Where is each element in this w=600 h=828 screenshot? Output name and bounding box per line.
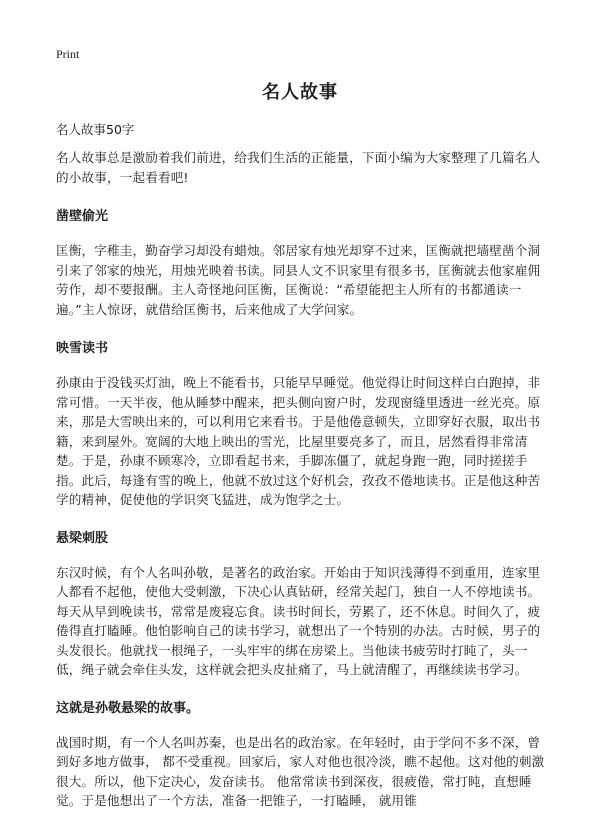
section-paragraph: 匡衡，字稚圭，勤奋学习却没有蜡烛。邻居家有烛光却穿不过来，匡衡就把墙壁凿个洞引来了邻家的烛光，用烛光映着书读。同县人文不识家里有很多书，匡衡就去他家雇佣劳作，却不要报酬。主人奇怪地问匡衡，匡衡说：“希望能把主人所有的书都通读一遍。”主人惊讶，就借给匡衡书，后来他成了大学问家。 bbox=[56, 243, 541, 317]
intro-paragraph: 名人故事总是激励着我们前进，给我们生活的正能量，下面小编为大家整理了几篇名人的小故事，一起看看吧! bbox=[56, 150, 541, 185]
section-paragraph: 孙康由于没钱买灯油，晚上不能看书，只能早早睡觉。他觉得让时间这样白白跑掉，非常可惜。一天半夜，他从睡梦中醒来，把头侧向窗户时，发现窗缝里透进一丝光亮。原来，那是大雪映出来的，可以利用它来看书。于是他倦意顿失，立即穿好衣服，取出书籍，来到屋外。宽阔的大地上映出的雪光，比屋里要亮多了，而且，居然看得非常清楚。于是，孙康不顾寒冷，立即看起书来，手脚冻僵了，就起身跑一跑，同时搓搓手指。此后，每逢有雪的晚上，他就不放过这个好机会，孜孜不倦地读书。正是他这种苦学的精神，促使他的学识突飞猛进，成为饱学之士。 bbox=[56, 375, 541, 507]
section-paragraph: 战国时期，有一个人名叫苏秦，也是出名的政治家。在年轻时，由于学问不多不深，曾到好多地方做事， 都不受重视。回家后，家人对他也很冷淡，瞧不起他。这对他的刺激很大。所以，他下定决心，发奋读书。 他常常读书到深夜，很疲倦，常打盹，直想睡觉。于是他想出了一个方法，准备一把锥子，一打瞌睡， 就用锥 bbox=[56, 734, 545, 808]
section-heading: 映雪读书 bbox=[56, 341, 109, 356]
article-body bbox=[56, 148, 550, 811]
section-heading: 悬梁刺股 bbox=[56, 530, 109, 546]
section-heading: 凿壁偷光 bbox=[56, 209, 109, 224]
section-paragraph: 东汉时候，有个人名叫孙敬，是著名的政治家。开始由于知识浅薄得不到重用，连家里人都看不起他，使他大受刺激，下决心认真钻研，经常关起门，独自一人不停地读书。 每天从早到晚读书，常常是废寝忘食。读书时间长，劳累了，还不休息。时间久了，疲倦得直打瞌睡。他怕影响自己的读书学习，就想出了一个特别的办法。古时候，男子的头发很长。他就找一根绳子，一头牢牢的绑在房梁上。当他读书疲劳时打盹了，头一低，绳子就会牵住头发，这样就会把头皮扯痛了，马上就清醒了，再继续读书学习。 bbox=[56, 564, 541, 677]
section-heading: 这就是孙敬悬梁的故事。 bbox=[56, 700, 200, 716]
page-subtitle: 名人故事50字 bbox=[56, 122, 135, 137]
page-title: 名人故事 bbox=[262, 82, 338, 103]
print-link[interactable]: Print bbox=[56, 47, 80, 61]
